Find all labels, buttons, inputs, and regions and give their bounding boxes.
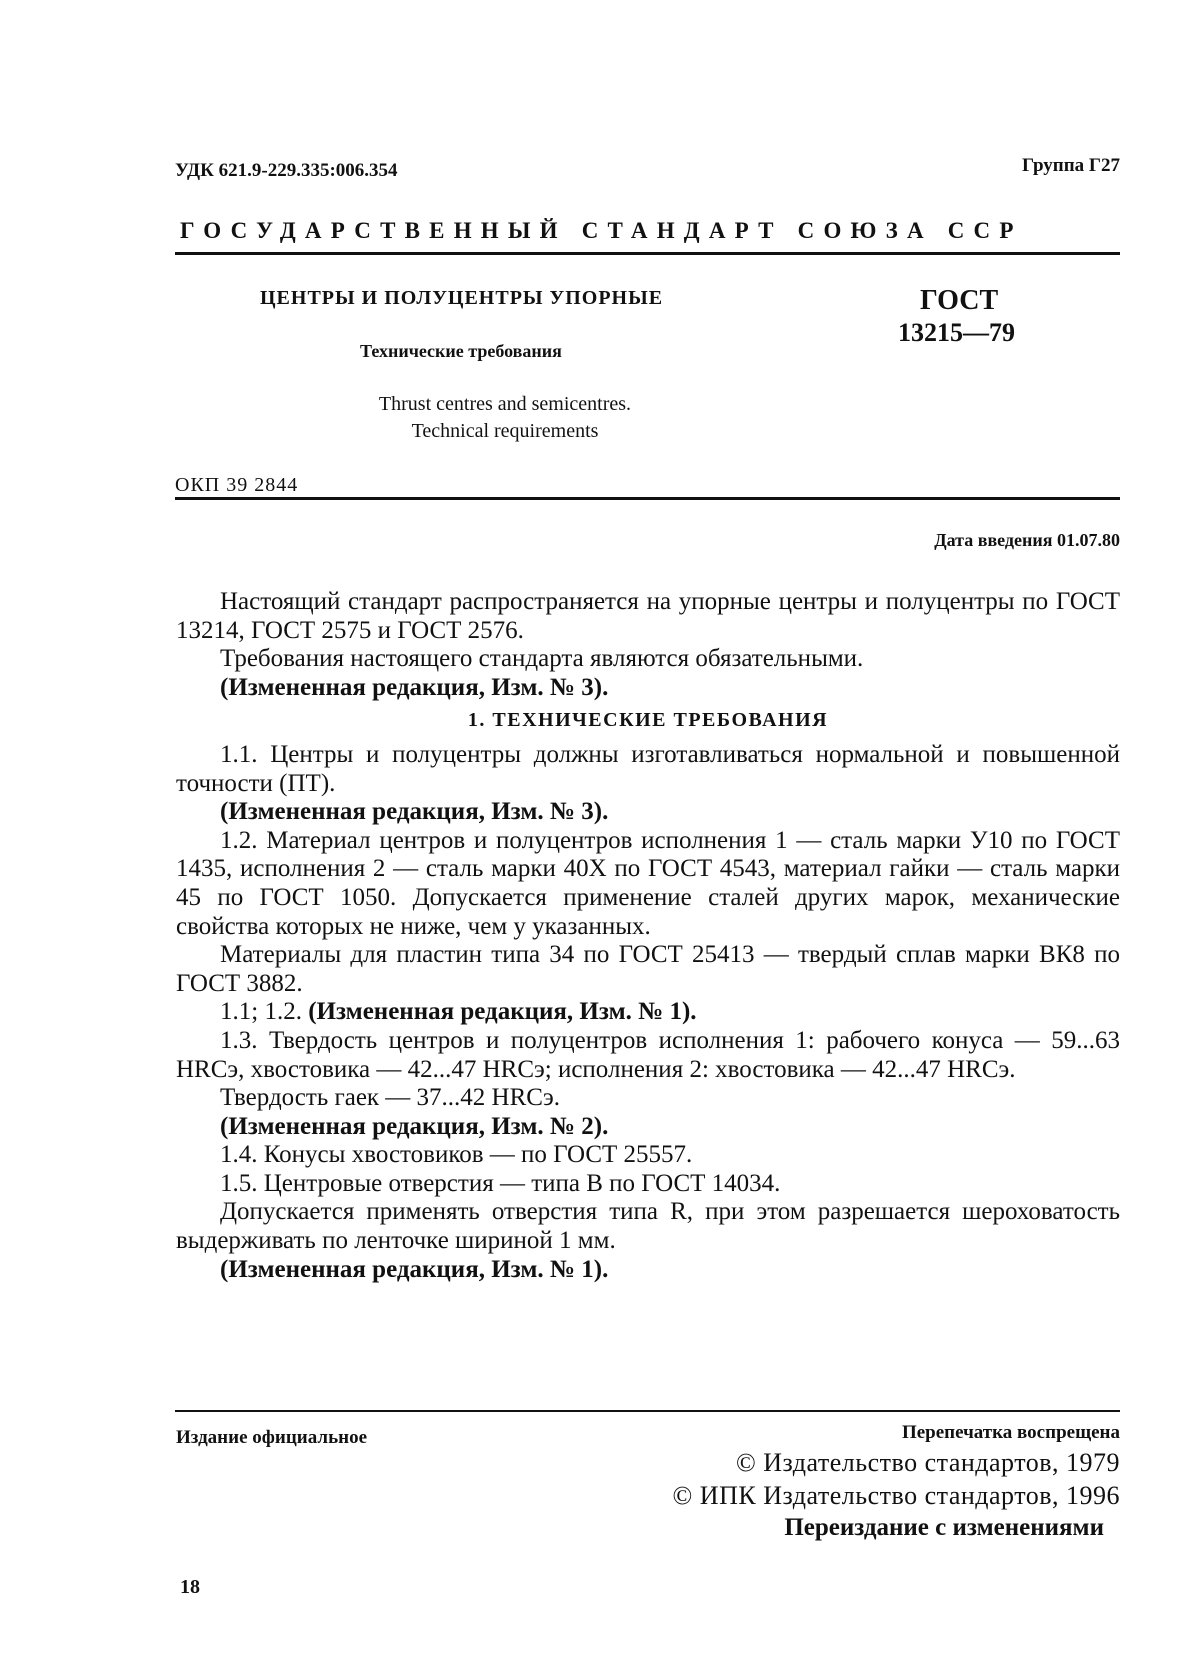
intro-amendment-note: (Измененная редакция, Изм. № 3). <box>220 673 609 701</box>
group-code: Группа Г27 <box>1022 155 1120 176</box>
english-title-line-1: Thrust centres and semicentres. <box>378 393 632 415</box>
gost-label: ГОСТ <box>920 285 999 316</box>
reissue-label: Переиздание с изменениями <box>784 1514 1104 1541</box>
document-subtitle: Технические требования <box>360 341 562 361</box>
clause-1-2: 1.2. Материал центров и полуцентров исполнения 1 — сталь марки У10 по ГОСТ 1435, исполнения 2 — сталь марки 40Х по ГОСТ 4543, материал гайки — сталь марки 45 по ГОСТ 1050. Допускается применение сталей других марок, механические свойства которых не ниже, чем у указанных. <box>176 826 1120 940</box>
clause-1-3: 1.3. Твердость центров и полуцентров исполнения 1: рабочего конуса — 59...63 HRCэ, хвостовика — 42...47 HRCэ; исполнения 2: хвостовика — 42...47 HRCэ. <box>176 1026 1120 1083</box>
state-standard-heading: ГОСУДАРСТВЕННЫЙ СТАНДАРТ СОЮЗА ССР <box>180 218 1023 243</box>
official-edition-label: Издание официальное <box>176 1427 368 1448</box>
okp-code: ОКП 39 2844 <box>175 474 299 496</box>
copyright-1996: © ИПК Издательство стандартов, 1996 <box>672 1481 1120 1510</box>
intro-mandatory: Требования настоящего стандарта являются обязательными. <box>220 645 864 673</box>
header-top-rule <box>175 252 1120 255</box>
introduction-date: Дата введения 01.07.80 <box>934 530 1120 550</box>
clause-1-3-nut-hardness: Твердость гаек — 37...42 HRCэ. <box>220 1084 560 1112</box>
clause-1-1: 1.1. Центры и полуцентры должны изготавливаться нормальной и повышенной точности (ПТ). <box>176 740 1120 797</box>
clause-1-1-amendment-note: (Измененная редакция, Изм. № 3). <box>220 798 609 826</box>
clause-1-2-plates: Материалы для пластин типа 34 по ГОСТ 25413 — твердый сплав марки ВК8 по ГОСТ 3882. <box>176 941 1120 997</box>
copyright-1979: © Издательство стандартов, 1979 <box>735 1448 1120 1477</box>
reprint-prohibited-label: Перепечатка воспрещена <box>901 1422 1120 1443</box>
amendment-note-text: (Измененная редакция, Изм. № 1). <box>308 998 697 1026</box>
clause-1-5: 1.5. Центровые отверстия — типа В по ГОСТ 14034. <box>220 1169 781 1197</box>
english-title-line-2: Technical requirements <box>411 420 599 442</box>
document-title: ЦЕНТРЫ И ПОЛУЦЕНТРЫ УПОРНЫЕ <box>260 287 664 309</box>
clause-1-5-amendment-note: (Измененная редакция, Изм. № 1). <box>220 1255 609 1283</box>
gost-number: 13215—79 <box>898 318 1015 347</box>
udk-code: УДК 621.9-229.335:006.354 <box>175 160 398 181</box>
section-heading: 1. ТЕХНИЧЕСКИЕ ТРЕБОВАНИЯ <box>467 709 829 732</box>
amendment-note-prefix: 1.1; 1.2. <box>220 998 302 1026</box>
footer-rule <box>175 1410 1120 1412</box>
clause-1-3-amendment-note: (Измененная редакция, Изм. № 2). <box>220 1112 609 1140</box>
clause-1-1-1-2-amendment-note <box>176 998 1120 1027</box>
header-bottom-rule <box>175 497 1120 500</box>
page-number: 18 <box>180 1576 200 1598</box>
clause-1-5-allowance: Допускается применять отверстия типа R, при этом разрешается шероховатость выдерживать по ленточке шириной 1 мм. <box>176 1198 1120 1255</box>
clause-1-4: 1.4. Конусы хвостовиков — по ГОСТ 25557. <box>220 1141 693 1169</box>
english-title <box>330 391 680 445</box>
document-body <box>176 588 1120 1284</box>
intro-paragraph: Настоящий стандарт распространяется на упорные центры и полуцентры по ГОСТ 13214, ГОСТ 2575 и ГОСТ 2576. <box>176 588 1120 644</box>
